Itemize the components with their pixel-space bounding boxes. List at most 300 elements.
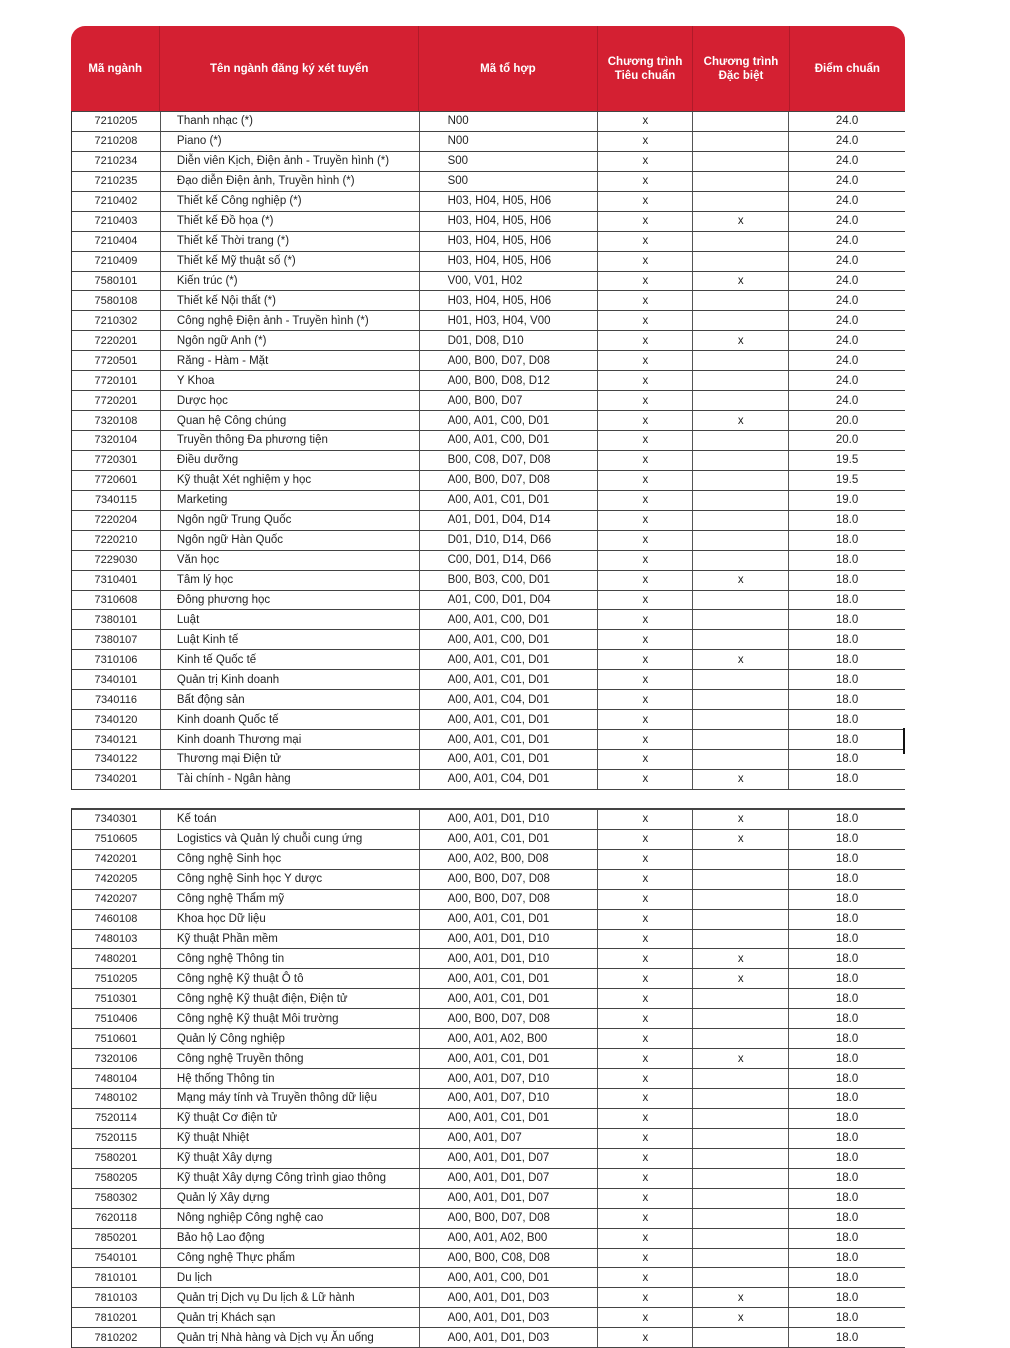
cell-combo: A00, A01, D01, D07 <box>420 1169 599 1188</box>
cell-combo: A00, A01, C04, D01 <box>420 770 599 789</box>
cell-combo: A00, A01, C00, D01 <box>420 411 599 430</box>
table-row <box>72 690 905 710</box>
cell-special <box>693 890 789 909</box>
cell-standard: x <box>598 710 693 729</box>
table-row <box>72 850 905 870</box>
cell-combo: A00, A01, D01, D03 <box>420 1308 599 1327</box>
cell-code: 7720601 <box>72 471 161 490</box>
cell-combo: A00, A01, D01, D03 <box>420 1328 599 1347</box>
table-row <box>72 152 905 172</box>
cell-combo: A00, A01, A02, B00 <box>420 1029 599 1048</box>
cell-score: 18.0 <box>835 992 859 1005</box>
cell-combo: D01, D10, D14, D66 <box>420 531 599 550</box>
cell-special <box>693 112 789 131</box>
cell-special <box>693 610 789 629</box>
cell-score: 24.0 <box>835 195 859 208</box>
cell-combo: A00, A01, D01, D10 <box>420 949 599 968</box>
table-row <box>72 1189 905 1209</box>
cell-score: 18.0 <box>835 1072 859 1085</box>
cell-standard: x <box>598 291 693 310</box>
table-row <box>72 451 905 471</box>
cell-standard: x <box>598 890 693 909</box>
cell-combo: A00, A01, C01, D01 <box>420 650 599 669</box>
cell-combo: A00, A01, C01, D01 <box>420 969 599 988</box>
cell-standard: x <box>598 930 693 949</box>
cell-code: 7420207 <box>72 890 161 909</box>
header-standard-program <box>598 26 693 111</box>
cell-code: 7810103 <box>72 1288 161 1307</box>
cell-special <box>693 252 789 271</box>
cell-special <box>693 551 789 570</box>
cell-combo: S00 <box>420 152 599 171</box>
cell-code: 7580108 <box>72 291 161 310</box>
cell-name: Kỹ thuật Xây dựng Công trình giao thông <box>161 1169 420 1188</box>
cell-special <box>693 291 789 310</box>
cell-code: 7720101 <box>72 371 161 390</box>
cell-standard: x <box>598 351 693 370</box>
cell-code: 7320104 <box>72 431 161 450</box>
cell-code: 7510205 <box>72 969 161 988</box>
cell-standard: x <box>598 830 693 849</box>
table-row <box>72 870 905 890</box>
cell-score: 18.0 <box>835 733 859 746</box>
cell-name: Marketing <box>161 491 420 510</box>
table-row <box>72 830 905 850</box>
cell-special: x <box>693 1049 789 1068</box>
cell-standard: x <box>598 172 693 191</box>
cell-combo: A00, A01, C01, D01 <box>420 750 599 769</box>
table-row <box>72 192 905 212</box>
cell-name: Y Khoa <box>161 371 420 390</box>
cell-name: Quản trị Dịch vụ Du lịch & Lữ hành <box>161 1288 420 1307</box>
cell-code: 7480102 <box>72 1089 161 1108</box>
cell-combo: A00, A01, C01, D01 <box>420 910 599 929</box>
cell-score: 19.0 <box>835 494 859 507</box>
cell-special: x <box>693 830 789 849</box>
table-row <box>72 1009 905 1029</box>
cell-name: Hệ thống Thông tin <box>161 1069 420 1088</box>
cell-special <box>693 511 789 530</box>
cell-name: Đông phương học <box>161 591 420 610</box>
header-score: Điểm chuẩn <box>814 62 880 75</box>
cell-combo: H03, H04, H05, H06 <box>420 212 599 231</box>
table-row <box>72 391 905 411</box>
cell-score: 24.0 <box>835 314 859 327</box>
cell-code: 7420205 <box>72 870 161 889</box>
cell-combo: A00, A01, D07, D10 <box>420 1089 599 1108</box>
cell-special <box>693 591 789 610</box>
cell-standard: x <box>598 870 693 889</box>
cell-standard: x <box>598 571 693 590</box>
cell-special <box>693 531 789 550</box>
cell-code: 7210208 <box>72 132 161 151</box>
cell-name: Bất động sản <box>161 690 420 709</box>
cell-standard: x <box>598 471 693 490</box>
cell-code: 7220201 <box>72 331 161 350</box>
cell-combo: D01, D08, D10 <box>420 331 599 350</box>
cell-name: Kế toán <box>161 810 420 829</box>
cell-code: 7210235 <box>72 172 161 191</box>
cell-standard: x <box>598 610 693 629</box>
cell-code: 7210302 <box>72 311 161 330</box>
cell-standard: x <box>598 232 693 251</box>
cell-combo: A00, A01, C00, D01 <box>420 610 599 629</box>
table-row <box>72 331 905 351</box>
cell-special <box>693 1149 789 1168</box>
cell-score: 18.0 <box>835 653 859 666</box>
header-special-line1: Chương trình <box>703 55 779 68</box>
cell-code: 7520115 <box>72 1129 161 1148</box>
cell-combo: A00, A01, C01, D01 <box>420 730 599 749</box>
cell-code: 7220210 <box>72 531 161 550</box>
table-row <box>72 252 905 272</box>
cell-combo: A00, A01, C00, D01 <box>420 630 599 649</box>
cell-combo: A00, A01, C00, D01 <box>420 1268 599 1287</box>
cell-score: 18.0 <box>835 1251 859 1264</box>
cell-score: 24.0 <box>835 215 859 228</box>
cell-special: x <box>693 810 789 829</box>
cell-name: Mạng máy tính và Truyền thông dữ liệu <box>161 1089 420 1108</box>
cell-standard: x <box>598 1249 693 1268</box>
cell-name: Răng - Hàm - Mặt <box>161 351 420 370</box>
cell-standard: x <box>598 1069 693 1088</box>
table-row <box>72 1288 905 1308</box>
cell-code: 7310106 <box>72 650 161 669</box>
cell-combo: A00, A02, B00, D08 <box>420 850 599 869</box>
cell-special <box>693 351 789 370</box>
table-row <box>72 172 905 192</box>
cell-standard: x <box>598 810 693 829</box>
cell-special <box>693 391 789 410</box>
table-row <box>72 111 905 132</box>
cell-name: Quản trị Nhà hàng và Dịch vụ Ăn uống <box>161 1328 420 1347</box>
table-row <box>72 371 905 391</box>
cell-special: x <box>693 331 789 350</box>
cell-combo: A00, B00, D07, D08 <box>420 1209 599 1228</box>
cell-name: Du lịch <box>161 1268 420 1287</box>
cell-name: Khoa học Dữ liệu <box>161 910 420 929</box>
table-body-part2 <box>71 809 905 1348</box>
cell-combo: N00 <box>420 112 599 131</box>
cell-combo: V00, V01, H02 <box>420 272 599 291</box>
cell-name: Kỹ thuật Nhiệt <box>161 1129 420 1148</box>
page-break-gap <box>71 790 905 809</box>
cell-name: Kinh doanh Quốc tế <box>161 710 420 729</box>
cell-standard: x <box>598 391 693 410</box>
cell-standard: x <box>598 670 693 689</box>
cell-combo: A00, B00, D07, D08 <box>420 471 599 490</box>
cell-score: 18.0 <box>835 972 859 985</box>
cell-name: Công nghệ Kỹ thuật Môi trường <box>161 1009 420 1028</box>
cell-score: 18.0 <box>835 1052 859 1065</box>
header-code: Mã ngành <box>71 26 160 111</box>
cell-special <box>693 192 789 211</box>
cell-name: Kinh doanh Thương mại <box>161 730 420 749</box>
cell-name: Công nghệ Sinh học <box>161 850 420 869</box>
table-row <box>72 291 905 311</box>
cell-score: 18.0 <box>835 1132 859 1145</box>
cell-special <box>693 910 789 929</box>
cell-special: x <box>693 770 789 789</box>
cell-code: 7310608 <box>72 591 161 610</box>
table-row <box>72 591 905 611</box>
cell-standard: x <box>598 132 693 151</box>
cell-name: Kỹ thuật Phần mềm <box>161 930 420 949</box>
cell-special <box>693 670 789 689</box>
cell-special <box>693 1089 789 1108</box>
cell-combo: A00, A01, C01, D01 <box>420 989 599 1008</box>
cell-name: Đạo diễn Điện ảnh, Truyền hình (*) <box>161 172 420 191</box>
table-row <box>72 750 905 770</box>
cell-code: 7320108 <box>72 411 161 430</box>
cell-special <box>693 710 789 729</box>
cell-standard: x <box>598 1009 693 1028</box>
table-row <box>72 1249 905 1269</box>
cell-name: Kỹ thuật Cơ điện tử <box>161 1109 420 1128</box>
cell-name: Thiết kế Công nghiệp (*) <box>161 192 420 211</box>
cell-code: 7340116 <box>72 690 161 709</box>
cell-score: 18.0 <box>835 693 859 706</box>
cell-code: 7810101 <box>72 1268 161 1287</box>
cell-standard: x <box>598 1089 693 1108</box>
cell-score: 18.0 <box>835 574 859 587</box>
cell-score: 18.0 <box>835 893 859 906</box>
cell-score: 18.0 <box>835 1172 859 1185</box>
header-special-line2: Đặc biệt <box>718 69 764 82</box>
cell-score: 24.0 <box>835 274 859 287</box>
cell-special: x <box>693 949 789 968</box>
cell-special <box>693 431 789 450</box>
table-row <box>72 1129 905 1149</box>
cell-code: 7480103 <box>72 930 161 949</box>
cell-code: 7210403 <box>72 212 161 231</box>
cell-special: x <box>693 650 789 669</box>
cell-standard: x <box>598 1229 693 1248</box>
cell-standard: x <box>598 949 693 968</box>
cell-code: 7210234 <box>72 152 161 171</box>
cell-standard: x <box>598 212 693 231</box>
cell-name: Thiết kế Mỹ thuật số (*) <box>161 252 420 271</box>
cell-standard: x <box>598 750 693 769</box>
cell-standard: x <box>598 1169 693 1188</box>
table-row <box>72 670 905 690</box>
cell-special <box>693 132 789 151</box>
cell-score: 18.0 <box>835 1152 859 1165</box>
cell-special <box>693 451 789 470</box>
cell-score: 18.0 <box>835 1212 859 1225</box>
cell-score: 18.0 <box>835 713 859 726</box>
cell-code: 7380101 <box>72 610 161 629</box>
cell-code: 7340301 <box>72 810 161 829</box>
cell-code: 7420201 <box>72 850 161 869</box>
cell-score: 18.0 <box>835 514 859 527</box>
cell-special <box>693 1009 789 1028</box>
cell-name: Quản lý Xây dựng <box>161 1189 420 1208</box>
cell-name: Quản trị Khách sạn <box>161 1308 420 1327</box>
cell-combo: A00, A01, D07, D10 <box>420 1069 599 1088</box>
cell-combo: N00 <box>420 132 599 151</box>
table-row <box>72 910 905 930</box>
table-row <box>72 730 905 750</box>
cell-score: 18.0 <box>835 1192 859 1205</box>
cell-special <box>693 1229 789 1248</box>
cell-code: 7580101 <box>72 272 161 291</box>
header-standard-line1: Chương trình <box>607 55 683 68</box>
table-row <box>72 1069 905 1089</box>
table-row <box>72 411 905 431</box>
cell-code: 7340121 <box>72 730 161 749</box>
table-row <box>72 989 905 1009</box>
cell-special: x <box>693 411 789 430</box>
cell-standard: x <box>598 491 693 510</box>
cell-combo: A00, B00, D08, D12 <box>420 371 599 390</box>
cell-name: Logistics và Quản lý chuỗi cung ứng <box>161 830 420 849</box>
admission-score-table <box>71 26 905 1348</box>
cell-standard: x <box>598 1288 693 1307</box>
cell-special: x <box>693 272 789 291</box>
cell-combo: A01, D01, D04, D14 <box>420 511 599 530</box>
cell-name: Công nghệ Kỹ thuật điện, Điện tử <box>161 989 420 1008</box>
cell-combo: A00, A01, D07 <box>420 1129 599 1148</box>
cell-standard: x <box>598 1189 693 1208</box>
cell-combo: A00, A01, C01, D01 <box>420 830 599 849</box>
cell-special <box>693 471 789 490</box>
cell-standard: x <box>598 1049 693 1068</box>
cell-score: 24.0 <box>835 334 859 347</box>
cell-code: 7210402 <box>72 192 161 211</box>
cell-special <box>693 1249 789 1268</box>
cell-name: Ngôn ngữ Anh (*) <box>161 331 420 350</box>
cell-score: 19.5 <box>835 474 859 487</box>
cell-special <box>693 311 789 330</box>
cell-score: 19.5 <box>835 454 859 467</box>
table-row <box>72 1169 905 1189</box>
cell-name: Bảo hộ Lao động <box>161 1229 420 1248</box>
cell-score: 18.0 <box>835 1092 859 1105</box>
cell-score: 18.0 <box>835 593 859 606</box>
table-row <box>72 571 905 591</box>
table-row <box>72 351 905 371</box>
cell-score: 18.0 <box>835 633 859 646</box>
cell-combo: H03, H04, H05, H06 <box>420 252 599 271</box>
cell-name: Tài chính - Ngân hàng <box>161 770 420 789</box>
cell-special <box>693 491 789 510</box>
table-row <box>72 1209 905 1229</box>
cell-standard: x <box>598 1149 693 1168</box>
cell-name: Ngôn ngữ Hàn Quốc <box>161 531 420 550</box>
cell-score: 24.0 <box>835 135 859 148</box>
cell-code: 7520114 <box>72 1109 161 1128</box>
cell-combo: A00, A01, C01, D01 <box>420 710 599 729</box>
cell-score: 24.0 <box>835 115 859 128</box>
cell-standard: x <box>598 690 693 709</box>
cell-name: Piano (*) <box>161 132 420 151</box>
cell-score: 18.0 <box>835 853 859 866</box>
cell-score: 24.0 <box>835 255 859 268</box>
cell-code: 7540101 <box>72 1249 161 1268</box>
cell-combo: A00, B00, C08, D08 <box>420 1249 599 1268</box>
cell-standard: x <box>598 272 693 291</box>
cell-special <box>693 850 789 869</box>
cell-name: Công nghệ Truyền thông <box>161 1049 420 1068</box>
cell-score: 18.0 <box>835 813 859 826</box>
cell-special <box>693 1268 789 1287</box>
cell-name: Kỹ thuật Xây dựng <box>161 1149 420 1168</box>
table-row <box>72 890 905 910</box>
cell-special <box>693 1169 789 1188</box>
table-row <box>72 969 905 989</box>
cell-name: Văn học <box>161 551 420 570</box>
cell-special: x <box>693 1308 789 1327</box>
cell-score: 24.0 <box>835 374 859 387</box>
cell-special <box>693 989 789 1008</box>
cell-special <box>693 232 789 251</box>
cell-name: Thiết kế Nội thất (*) <box>161 291 420 310</box>
cell-standard: x <box>598 192 693 211</box>
cell-code: 7320106 <box>72 1049 161 1068</box>
cell-code: 7340101 <box>72 670 161 689</box>
cell-name: Thiết kế Đồ họa (*) <box>161 212 420 231</box>
cell-code: 7480201 <box>72 949 161 968</box>
cell-standard: x <box>598 511 693 530</box>
cell-standard: x <box>598 531 693 550</box>
cell-standard: x <box>598 451 693 470</box>
cell-score: 20.0 <box>835 414 859 427</box>
cell-combo: H01, H03, H04, V00 <box>420 311 599 330</box>
cell-code: 7210205 <box>72 112 161 131</box>
cell-score: 24.0 <box>835 354 859 367</box>
cell-standard: x <box>598 252 693 271</box>
cell-combo: A00, A01, D01, D03 <box>420 1288 599 1307</box>
cell-standard: x <box>598 331 693 350</box>
cell-score: 18.0 <box>835 613 859 626</box>
cell-standard: x <box>598 311 693 330</box>
table-row <box>72 770 905 790</box>
cell-special: x <box>693 1288 789 1307</box>
cell-name: Luật Kinh tế <box>161 630 420 649</box>
cell-standard: x <box>598 1129 693 1148</box>
cell-special <box>693 750 789 769</box>
cell-combo: B00, C08, D07, D08 <box>420 451 599 470</box>
cell-name: Kinh tế Quốc tế <box>161 650 420 669</box>
cell-score: 18.0 <box>835 873 859 886</box>
table-row <box>72 630 905 650</box>
cell-score: 18.0 <box>835 534 859 547</box>
cell-special: x <box>693 571 789 590</box>
cell-score: 18.0 <box>835 673 859 686</box>
cell-combo: A00, B00, D07, D08 <box>420 890 599 909</box>
cell-combo: A00, B00, D07, D08 <box>420 870 599 889</box>
cell-score: 18.0 <box>835 1291 859 1304</box>
cell-code: 7460108 <box>72 910 161 929</box>
header-standard-line2: Tiêu chuẩn <box>614 69 676 82</box>
cell-combo: A00, A01, D01, D10 <box>420 810 599 829</box>
cell-code: 7720501 <box>72 351 161 370</box>
cell-code: 7620118 <box>72 1209 161 1228</box>
cell-code: 7510301 <box>72 989 161 1008</box>
table-row <box>72 511 905 531</box>
cell-standard: x <box>598 770 693 789</box>
cell-name: Quan hệ Công chúng <box>161 411 420 430</box>
table-row <box>72 1089 905 1109</box>
cell-combo: A00, A01, D01, D10 <box>420 930 599 949</box>
table-row <box>72 1109 905 1129</box>
cell-name: Nông nghiệp Công nghệ cao <box>161 1209 420 1228</box>
cell-score: 18.0 <box>835 913 859 926</box>
cell-standard: x <box>598 551 693 570</box>
cell-name: Kiến trúc (*) <box>161 272 420 291</box>
cell-score: 18.0 <box>835 1032 859 1045</box>
